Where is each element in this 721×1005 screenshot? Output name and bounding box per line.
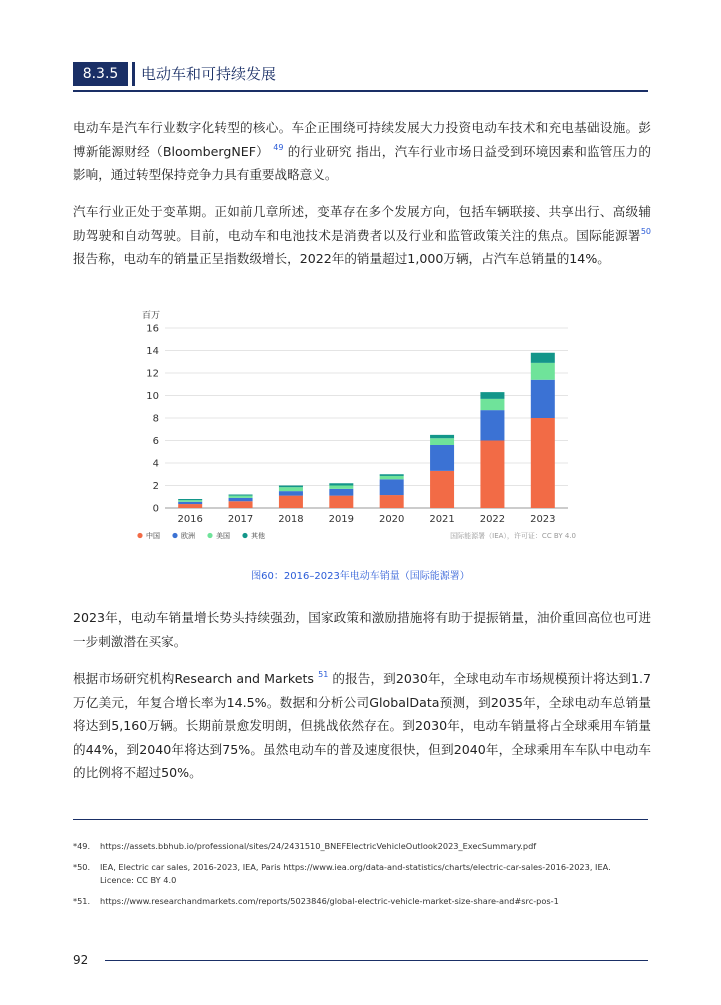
x-tick-label: 2020 <box>378 514 405 525</box>
bar-segment <box>380 495 404 508</box>
section-rule <box>73 90 648 92</box>
bar-segment <box>279 491 303 496</box>
x-tick-label: 2019 <box>328 514 355 525</box>
y-tick-label: 4 <box>152 458 159 470</box>
bar-segment <box>480 410 504 440</box>
footnote-number: *51. <box>73 896 91 906</box>
section-header <box>73 62 648 88</box>
paragraph-2 <box>73 200 651 271</box>
bar-segment <box>329 483 353 485</box>
bar-segment <box>531 418 555 508</box>
x-tick-label: 2017 <box>227 514 254 525</box>
x-tick-label: 2018 <box>278 514 304 525</box>
legend-label: 美国 <box>216 532 230 540</box>
y-tick-label: 16 <box>146 323 159 335</box>
footnote-ref-51[interactable]: 51 <box>318 670 329 679</box>
bar-segment <box>380 476 404 479</box>
bar-segment <box>531 363 555 380</box>
y-tick-label: 8 <box>152 413 159 425</box>
legend-marker <box>207 533 212 538</box>
bar-segment <box>430 445 454 471</box>
y-tick-label: 14 <box>146 346 159 357</box>
bar-segment <box>178 499 202 500</box>
paragraph-3-text: 2023年，电动车销量增长势头持续强劲，国家政策和激励措施将有助于提振销量，油价重回高位也可进一步刺激潜在买家。 <box>73 610 651 649</box>
page-number: 92 <box>73 953 89 967</box>
bar-segment <box>480 399 504 410</box>
chart-source-note: 国际能源署（IEA），许可证：CC BY 4.0 <box>450 532 576 540</box>
bar-segment <box>329 496 353 508</box>
paragraph-1 <box>73 116 651 187</box>
legend-label: 其他 <box>251 532 265 540</box>
legend-marker <box>172 533 177 538</box>
bar-segment <box>531 353 555 363</box>
bar-segment <box>178 502 202 504</box>
bar-segment <box>380 479 404 495</box>
y-tick-label: 2 <box>152 481 159 492</box>
y-tick-label: 12 <box>146 368 159 380</box>
section-divider-bar <box>132 62 135 86</box>
bar-segment <box>430 471 454 508</box>
bar-segment <box>329 489 353 496</box>
x-tick-label: 2021 <box>429 514 455 525</box>
bar-segment <box>430 435 454 438</box>
footnote-link[interactable]: https://www.researchandmarkets.com/reports/5023846/global-electric-vehicle-market-size-share-and#src-pos-1 <box>100 896 559 906</box>
bar-segment <box>380 474 404 476</box>
bar-segment <box>279 486 303 488</box>
x-tick-label: 2016 <box>177 514 203 525</box>
bar-segment <box>279 487 303 491</box>
footnote-ref-50[interactable]: 50 <box>640 226 651 236</box>
bar-segment <box>480 441 504 509</box>
y-tick-label: 0 <box>152 503 159 515</box>
y-tick-label: 6 <box>152 436 159 447</box>
footnote-divider <box>73 819 648 820</box>
bar-segment <box>229 501 253 508</box>
section-number: 8.3.5 <box>73 62 128 86</box>
bar-segment <box>279 496 303 508</box>
legend-label: 中国 <box>146 532 160 540</box>
footnote-ref-49[interactable]: 49 <box>273 142 284 152</box>
paragraph-2-text-b: 报告称，电动车的销量正呈指数级增长，2022年的销量超过1,000万辆，占汽车总销量的14%。 <box>73 251 610 266</box>
bar-segment <box>229 498 253 501</box>
paragraph-1-text-a: 电动车是汽车行业数字化转型的核心。车企正围绕可持续发展大力投资电动车技术和充电基础设施。彭博新能源财经（BloombergNEF） <box>73 120 651 159</box>
legend-marker <box>137 533 142 538</box>
legend-label: 欧洲 <box>181 532 195 540</box>
footnote-number: *49. <box>73 841 91 851</box>
bar-segment <box>531 380 555 418</box>
y-tick-label: 10 <box>146 391 159 402</box>
paragraph-2-text-a: 汽车行业正处于变革期。正如前几章所述，变革存在多个发展方向，包括车辆联接、共享出行、高级辅助驾驶和自动驾驶。目前，电动车和电池技术是消费者以及行业和监管政策关注的焦点。国际能源署 <box>73 204 651 243</box>
bar-segment <box>329 486 353 489</box>
bar-segment <box>178 504 202 508</box>
paragraph-3 <box>73 606 651 653</box>
x-tick-label: 2023 <box>530 514 556 525</box>
figure-caption: 图60：2016–2023年电动车销量（国际能源署） <box>251 571 470 582</box>
paragraph-4 <box>73 667 651 785</box>
footnote-link[interactable]: IEA, Electric car sales, 2016-2023, IEA, Paris https://www.iea.org/data-and-statistics/charts/electric-car-sales-2016-2023, IEA. Licence: CC BY 4.0 <box>100 862 611 885</box>
bar-segment <box>229 495 253 496</box>
y-axis-label: 百万 <box>142 311 161 321</box>
x-tick-label: 2022 <box>479 514 506 525</box>
bar-segment <box>480 392 504 399</box>
ev-sales-chart <box>120 306 600 546</box>
paragraph-1-text-b: 的行业研究 指出，汽车行业市场日益受到环境因素和监管压力的影响，通过转型保持竞争力具有重要战略意义。 <box>73 143 651 182</box>
bar-segment <box>430 438 454 445</box>
bar-segment <box>229 496 253 498</box>
section-title: 电动车和可持续发展 <box>141 65 277 83</box>
bar-segment <box>178 500 202 502</box>
footnote-50 <box>73 861 648 887</box>
paragraph-4-text-b: 的报告，到2030年，全球电动车市场规模预计将达到1.7万亿美元，年复合增长率为14.5%。数据和分析公司GlobalData预测，到2035年，全球电动车总销量将达到5,160万辆。长期前景愈发明朗，但挑战依然存在。到2030年，电动车销量将占全球乘用车销量的44%，到2040年将达到75%。虽然电动车的普及速度很快，但到2040年，全球乘用车车队中电动车的比例将不超过50%。 <box>73 671 651 780</box>
footnote-51 <box>73 895 648 908</box>
legend-marker <box>242 533 247 538</box>
footnote-link[interactable]: https://assets.bbhub.io/professional/sites/24/2431510_BNEFElectricVehicleOutlook2023_ExecSummary.pdf <box>100 841 537 851</box>
footnote-number: *50. <box>73 862 91 872</box>
paragraph-4-text-a: 根据市场研究机构Research and Markets <box>73 671 314 686</box>
footnote-49 <box>73 840 648 853</box>
page-footer-rule <box>105 960 648 961</box>
